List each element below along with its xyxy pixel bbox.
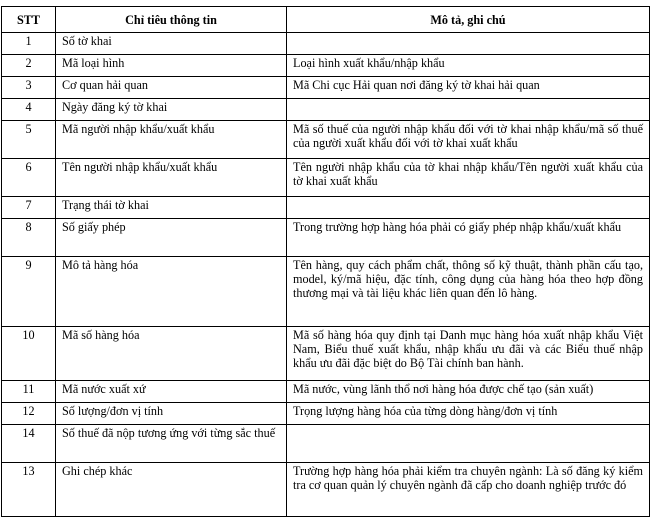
table-row bbox=[2, 381, 650, 403]
row-field: Mã số hàng hóa bbox=[56, 327, 287, 381]
header-row bbox=[2, 7, 650, 33]
header-note: Mô tả, ghi chú bbox=[287, 7, 650, 33]
table-row bbox=[2, 99, 650, 121]
row-note bbox=[287, 99, 650, 121]
row-field: Mã loại hình bbox=[56, 55, 287, 77]
row-note: Mã số thuế của người nhập khẩu đối với tờ khai nhập khẩu/mã số thuế của người xuất khẩu đối với tờ khai xuất khẩu bbox=[287, 121, 650, 159]
row-stt: 7 bbox=[2, 197, 56, 219]
row-note: Trong trường hợp hàng hóa phải có giấy phép nhập khẩu/xuất khẩu bbox=[287, 219, 650, 257]
row-field: Số thuế đã nộp tương ứng với từng sắc thuế bbox=[56, 425, 287, 463]
row-field: Số tờ khai bbox=[56, 33, 287, 55]
row-stt: 4 bbox=[2, 99, 56, 121]
row-stt: 14 bbox=[2, 425, 56, 463]
table-row bbox=[2, 257, 650, 327]
table-row bbox=[2, 33, 650, 55]
row-stt: 12 bbox=[2, 403, 56, 425]
info-table bbox=[1, 6, 650, 517]
table-row bbox=[2, 327, 650, 381]
row-stt: 9 bbox=[2, 257, 56, 327]
table-row bbox=[2, 403, 650, 425]
row-stt: 6 bbox=[2, 159, 56, 197]
row-note bbox=[287, 33, 650, 55]
row-stt: 11 bbox=[2, 381, 56, 403]
row-field: Ngày đăng ký tờ khai bbox=[56, 99, 287, 121]
row-stt: 10 bbox=[2, 327, 56, 381]
row-stt: 2 bbox=[2, 55, 56, 77]
row-field: Trạng thái tờ khai bbox=[56, 197, 287, 219]
table-row bbox=[2, 463, 650, 517]
table-row bbox=[2, 159, 650, 197]
row-stt: 8 bbox=[2, 219, 56, 257]
row-field: Số giấy phép bbox=[56, 219, 287, 257]
row-note: Tên người nhập khẩu của tờ khai nhập khẩu/Tên người xuất khẩu của tờ khai xuất khẩu bbox=[287, 159, 650, 197]
row-field: Mã nước xuất xứ bbox=[56, 381, 287, 403]
row-note: Trường hợp hàng hóa phải kiểm tra chuyên ngành: Là số đăng ký kiểm tra cơ quan quản lý chuyên ngành đã cấp cho doanh nghiệp trước đó bbox=[287, 463, 650, 517]
row-stt: 5 bbox=[2, 121, 56, 159]
row-field: Cơ quan hải quan bbox=[56, 77, 287, 99]
row-stt: 3 bbox=[2, 77, 56, 99]
row-field: Mô tả hàng hóa bbox=[56, 257, 287, 327]
row-field: Ghi chép khác bbox=[56, 463, 287, 517]
row-field: Mã người nhập khẩu/xuất khẩu bbox=[56, 121, 287, 159]
header-stt: STT bbox=[2, 7, 56, 33]
table-row bbox=[2, 219, 650, 257]
row-field: Số lượng/đơn vị tính bbox=[56, 403, 287, 425]
row-note: Trọng lượng hàng hóa của từng dòng hàng/đơn vị tính bbox=[287, 403, 650, 425]
table-row bbox=[2, 197, 650, 219]
table-row bbox=[2, 55, 650, 77]
row-note: Mã Chi cục Hải quan nơi đăng ký tờ khai hải quan bbox=[287, 77, 650, 99]
row-note: Mã số hàng hóa quy định tại Danh mục hàng hóa xuất nhập khẩu Việt Nam, Biểu thuế xuất khẩu, nhập khẩu ưu đãi và các Biểu thuế nhập khẩu ưu đãi đặc biệt do Bộ Tài chính ban hành. bbox=[287, 327, 650, 381]
row-note: Mã nước, vùng lãnh thổ nơi hàng hóa được chế tạo (sản xuất) bbox=[287, 381, 650, 403]
row-note bbox=[287, 425, 650, 463]
row-note bbox=[287, 197, 650, 219]
row-note: Loại hình xuất khẩu/nhập khẩu bbox=[287, 55, 650, 77]
table-row bbox=[2, 425, 650, 463]
table-row bbox=[2, 77, 650, 99]
row-note: Tên hàng, quy cách phẩm chất, thông số kỹ thuật, thành phần cấu tạo, model, ký/mã hiệu, đặc tính, công dụng của hàng hóa theo hợp đồng thương mại và tài liệu khác liên quan đến lô hàng. bbox=[287, 257, 650, 327]
row-field: Tên người nhập khẩu/xuất khẩu bbox=[56, 159, 287, 197]
row-stt: 1 bbox=[2, 33, 56, 55]
row-stt: 13 bbox=[2, 463, 56, 517]
header-field: Chỉ tiêu thông tin bbox=[56, 7, 287, 33]
table-row bbox=[2, 121, 650, 159]
